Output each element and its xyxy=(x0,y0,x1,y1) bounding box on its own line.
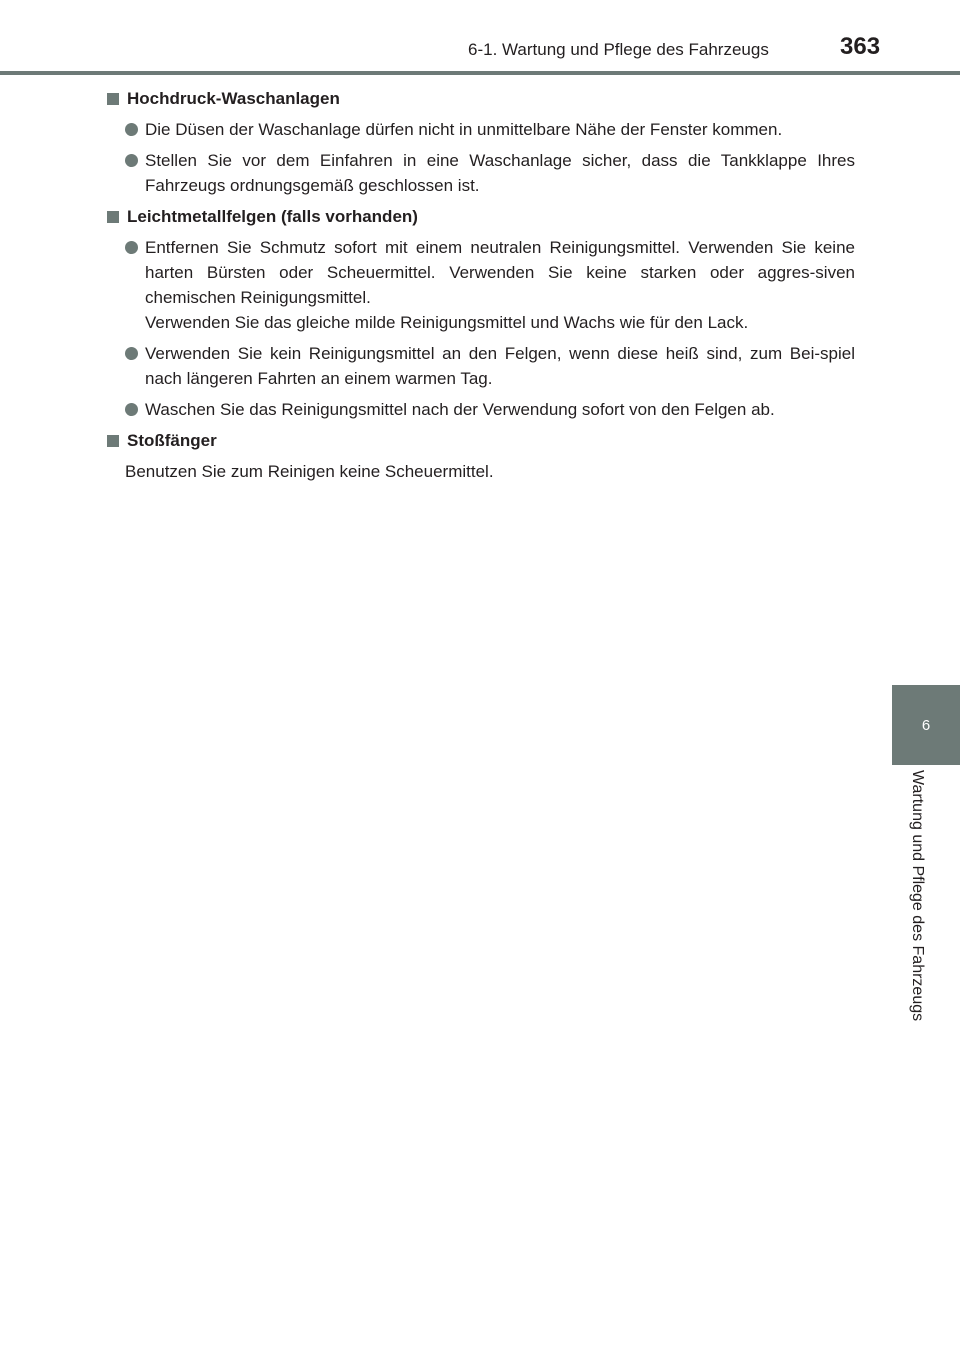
running-header: 6-1. Wartung und Pflege des Fahrzeugs xyxy=(468,40,769,59)
item-text: Stellen Sie vor dem Einfahren in eine Waschanlage sicher, dass die Tankklappe Ihres Fahrzeugs ordnungsgemäß geschlossen ist. xyxy=(145,151,855,195)
section-bumpers xyxy=(107,428,855,484)
circle-bullet-icon xyxy=(125,123,138,136)
section-alloy-wheels xyxy=(107,204,855,422)
circle-bullet-icon xyxy=(125,154,138,167)
square-bullet-icon xyxy=(107,435,119,447)
page-content xyxy=(107,86,855,490)
list-item xyxy=(107,341,855,391)
list-item xyxy=(107,148,855,198)
chapter-tab xyxy=(892,685,960,765)
section-heading xyxy=(107,204,855,229)
header-rule xyxy=(0,71,960,75)
circle-bullet-icon xyxy=(125,241,138,254)
list-item xyxy=(107,117,855,142)
item-text: Entfernen Sie Schmutz sofort mit einem neutralen Reinigungsmittel. Verwenden Sie keine harten Bürsten oder Scheuermittel. Verwenden Sie keine starken oder aggres-siven chemischen Reinigungsmittel. xyxy=(145,238,855,307)
section-heading-text: Stoßfänger xyxy=(127,431,217,450)
square-bullet-icon xyxy=(107,93,119,105)
body-text: Benutzen Sie zum Reinigen keine Scheuermittel. xyxy=(125,462,494,481)
section-high-pressure-wash xyxy=(107,86,855,198)
list-item xyxy=(107,235,855,335)
section-heading xyxy=(107,86,855,111)
list-item xyxy=(107,397,855,422)
page-number: 363 xyxy=(840,33,881,60)
section-heading xyxy=(107,428,855,453)
square-bullet-icon xyxy=(107,211,119,223)
circle-bullet-icon xyxy=(125,403,138,416)
section-heading-text: Hochdruck-Waschanlagen xyxy=(127,89,340,108)
item-text: Verwenden Sie kein Reinigungsmittel an den Felgen, wenn diese heiß sind, zum Bei-spiel nach längeren Fahrten an einem warmen Tag. xyxy=(145,344,855,388)
circle-bullet-icon xyxy=(125,347,138,360)
section-heading-text: Leichtmetallfelgen (falls vorhanden) xyxy=(127,207,418,226)
chapter-label: Wartung und Pflege des Fahrzeugs xyxy=(909,770,926,1022)
item-text: Die Düsen der Waschanlage dürfen nicht in unmittelbare Nähe der Fenster kommen. xyxy=(145,120,783,139)
item-text: Verwenden Sie das gleiche milde Reinigungsmittel und Wachs wie für den Lack. xyxy=(145,313,749,332)
chapter-number: 6 xyxy=(921,716,931,734)
item-text: Waschen Sie das Reinigungsmittel nach der Verwendung sofort von den Felgen ab. xyxy=(145,400,775,419)
section-body xyxy=(107,459,855,484)
